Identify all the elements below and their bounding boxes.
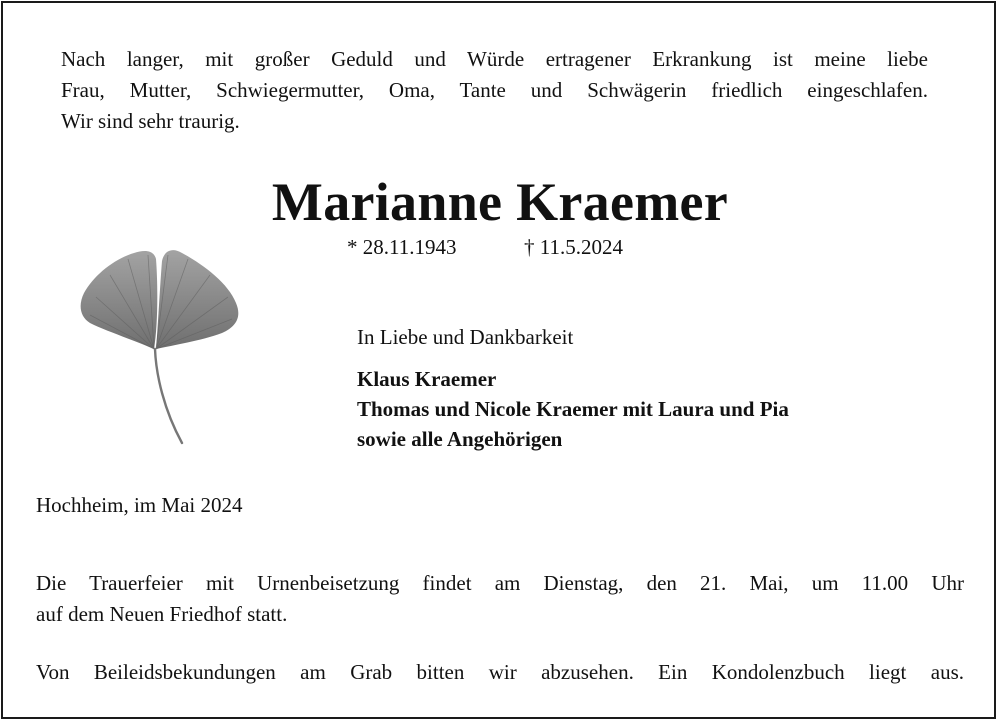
condolence-note: Von Beileidsbekundungen am Grab bitten wir abzusehen. Ein Kondolenzbuch liegt aus.: [36, 660, 964, 684]
ginkgo-leaf-icon: [76, 245, 246, 447]
funeral-info: [36, 568, 964, 630]
funeral-line: auf dem Neuen Friedhof statt.: [36, 602, 288, 626]
thanks-line: In Liebe und Dankbarkeit: [357, 325, 574, 349]
mourner-name: sowie alle Angehörigen: [357, 427, 563, 451]
place-date: Hochheim, im Mai 2024: [36, 493, 243, 517]
funeral-line: Die Trauerfeier mit Urnenbeisetzung findet am Dienstag, den 21. Mai, um 11.00 Uhr: [36, 571, 964, 595]
mourners-block: [357, 322, 789, 454]
mourner-name: Klaus Kraemer: [357, 367, 497, 391]
deceased-name: Marianne Kraemer: [271, 172, 729, 232]
intro-text: [61, 44, 928, 137]
death-date: † 11.5.2024: [524, 235, 623, 259]
mourner-name: Thomas und Nicole Kraemer mit Laura und Pia: [357, 397, 789, 421]
birth-date: * 28.11.1943: [347, 235, 457, 259]
intro-line: Frau, Mutter, Schwiegermutter, Oma, Tante und Schwägerin friedlich eingeschlafen.: [61, 78, 928, 102]
intro-line: Nach langer, mit großer Geduld und Würde ertragener Erkrankung ist meine liebe: [61, 47, 928, 71]
intro-line: Wir sind sehr traurig.: [61, 109, 240, 133]
